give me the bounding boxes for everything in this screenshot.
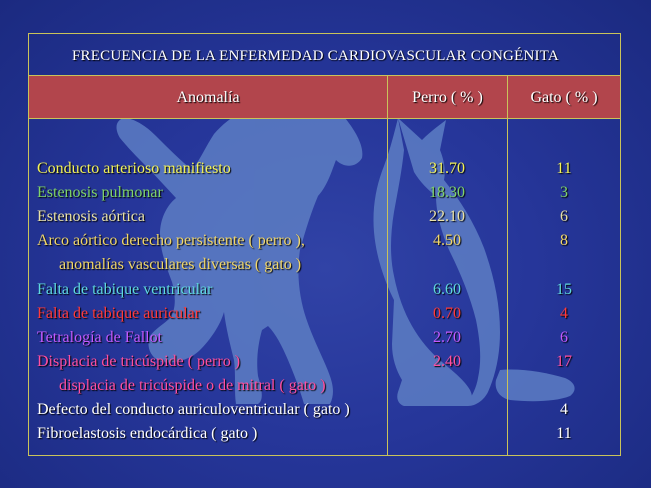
table-row [0,398,651,422]
row-cat-percent: 17 [556,353,572,370]
table-row [0,278,651,302]
row-cat-percent: 4 [560,305,568,322]
table-row [0,326,651,350]
row-anomaly: Arco aórtico derecho persistente ( perro ), [37,232,305,249]
row-anomaly: Falta de tabique auricular [37,305,201,322]
table-row [0,422,651,446]
row-dog-percent: 2.70 [433,329,461,346]
table-row [0,253,651,277]
row-dog-percent: 6.60 [433,281,461,298]
row-anomaly: displacia de tricúspide o de mitral ( gato ) [59,377,326,394]
row-dog-percent: 2.40 [433,353,461,370]
table-row [0,157,651,181]
row-dog-percent: 4.50 [433,232,461,249]
row-anomaly: Defecto del conducto auriculoventricular ( gato ) [37,401,350,418]
header-gato: Gato ( % ) [530,89,598,106]
page-title: FRECUENCIA DE LA ENFERMEDAD CARDIOVASCULAR CONGÉNITA [72,48,559,64]
row-dog-percent: 31.70 [429,160,465,177]
table-row [0,229,651,253]
table-row [0,181,651,205]
row-dog-percent: 18.30 [429,184,465,201]
row-anomaly: Falta de tabique ventricular [37,281,213,298]
row-dog-percent: 22.10 [429,208,465,225]
row-anomaly: Conducto arterioso manifiesto [37,160,231,177]
row-dog-percent: 0.70 [433,305,461,322]
header-perro: Perro ( % ) [412,89,483,106]
row-cat-percent: 15 [556,281,572,298]
table-header [29,75,620,119]
table-row [0,374,651,398]
row-cat-percent: 4 [560,401,568,418]
row-anomaly: anomalías vasculares diversas ( gato ) [59,256,302,273]
table-row [0,350,651,374]
table-row [0,205,651,229]
row-anomaly: Fibroelastosis endocárdica ( gato ) [37,425,258,442]
row-cat-percent: 11 [556,425,572,442]
header-anomalia: Anomalía [176,89,240,106]
row-cat-percent: 3 [560,184,568,201]
row-anomaly: Estenosis aórtica [37,208,145,225]
row-cat-percent: 6 [560,329,568,346]
row-cat-percent: 8 [560,232,568,249]
row-cat-percent: 6 [560,208,568,225]
row-anomaly: Tetralogía de Fallot [37,329,163,346]
row-cat-percent: 11 [556,160,572,177]
row-anomaly: Estenosis pulmonar [37,184,163,201]
row-anomaly: Displacia de tricúspide ( perro ) [37,353,241,370]
table-row [0,302,651,326]
